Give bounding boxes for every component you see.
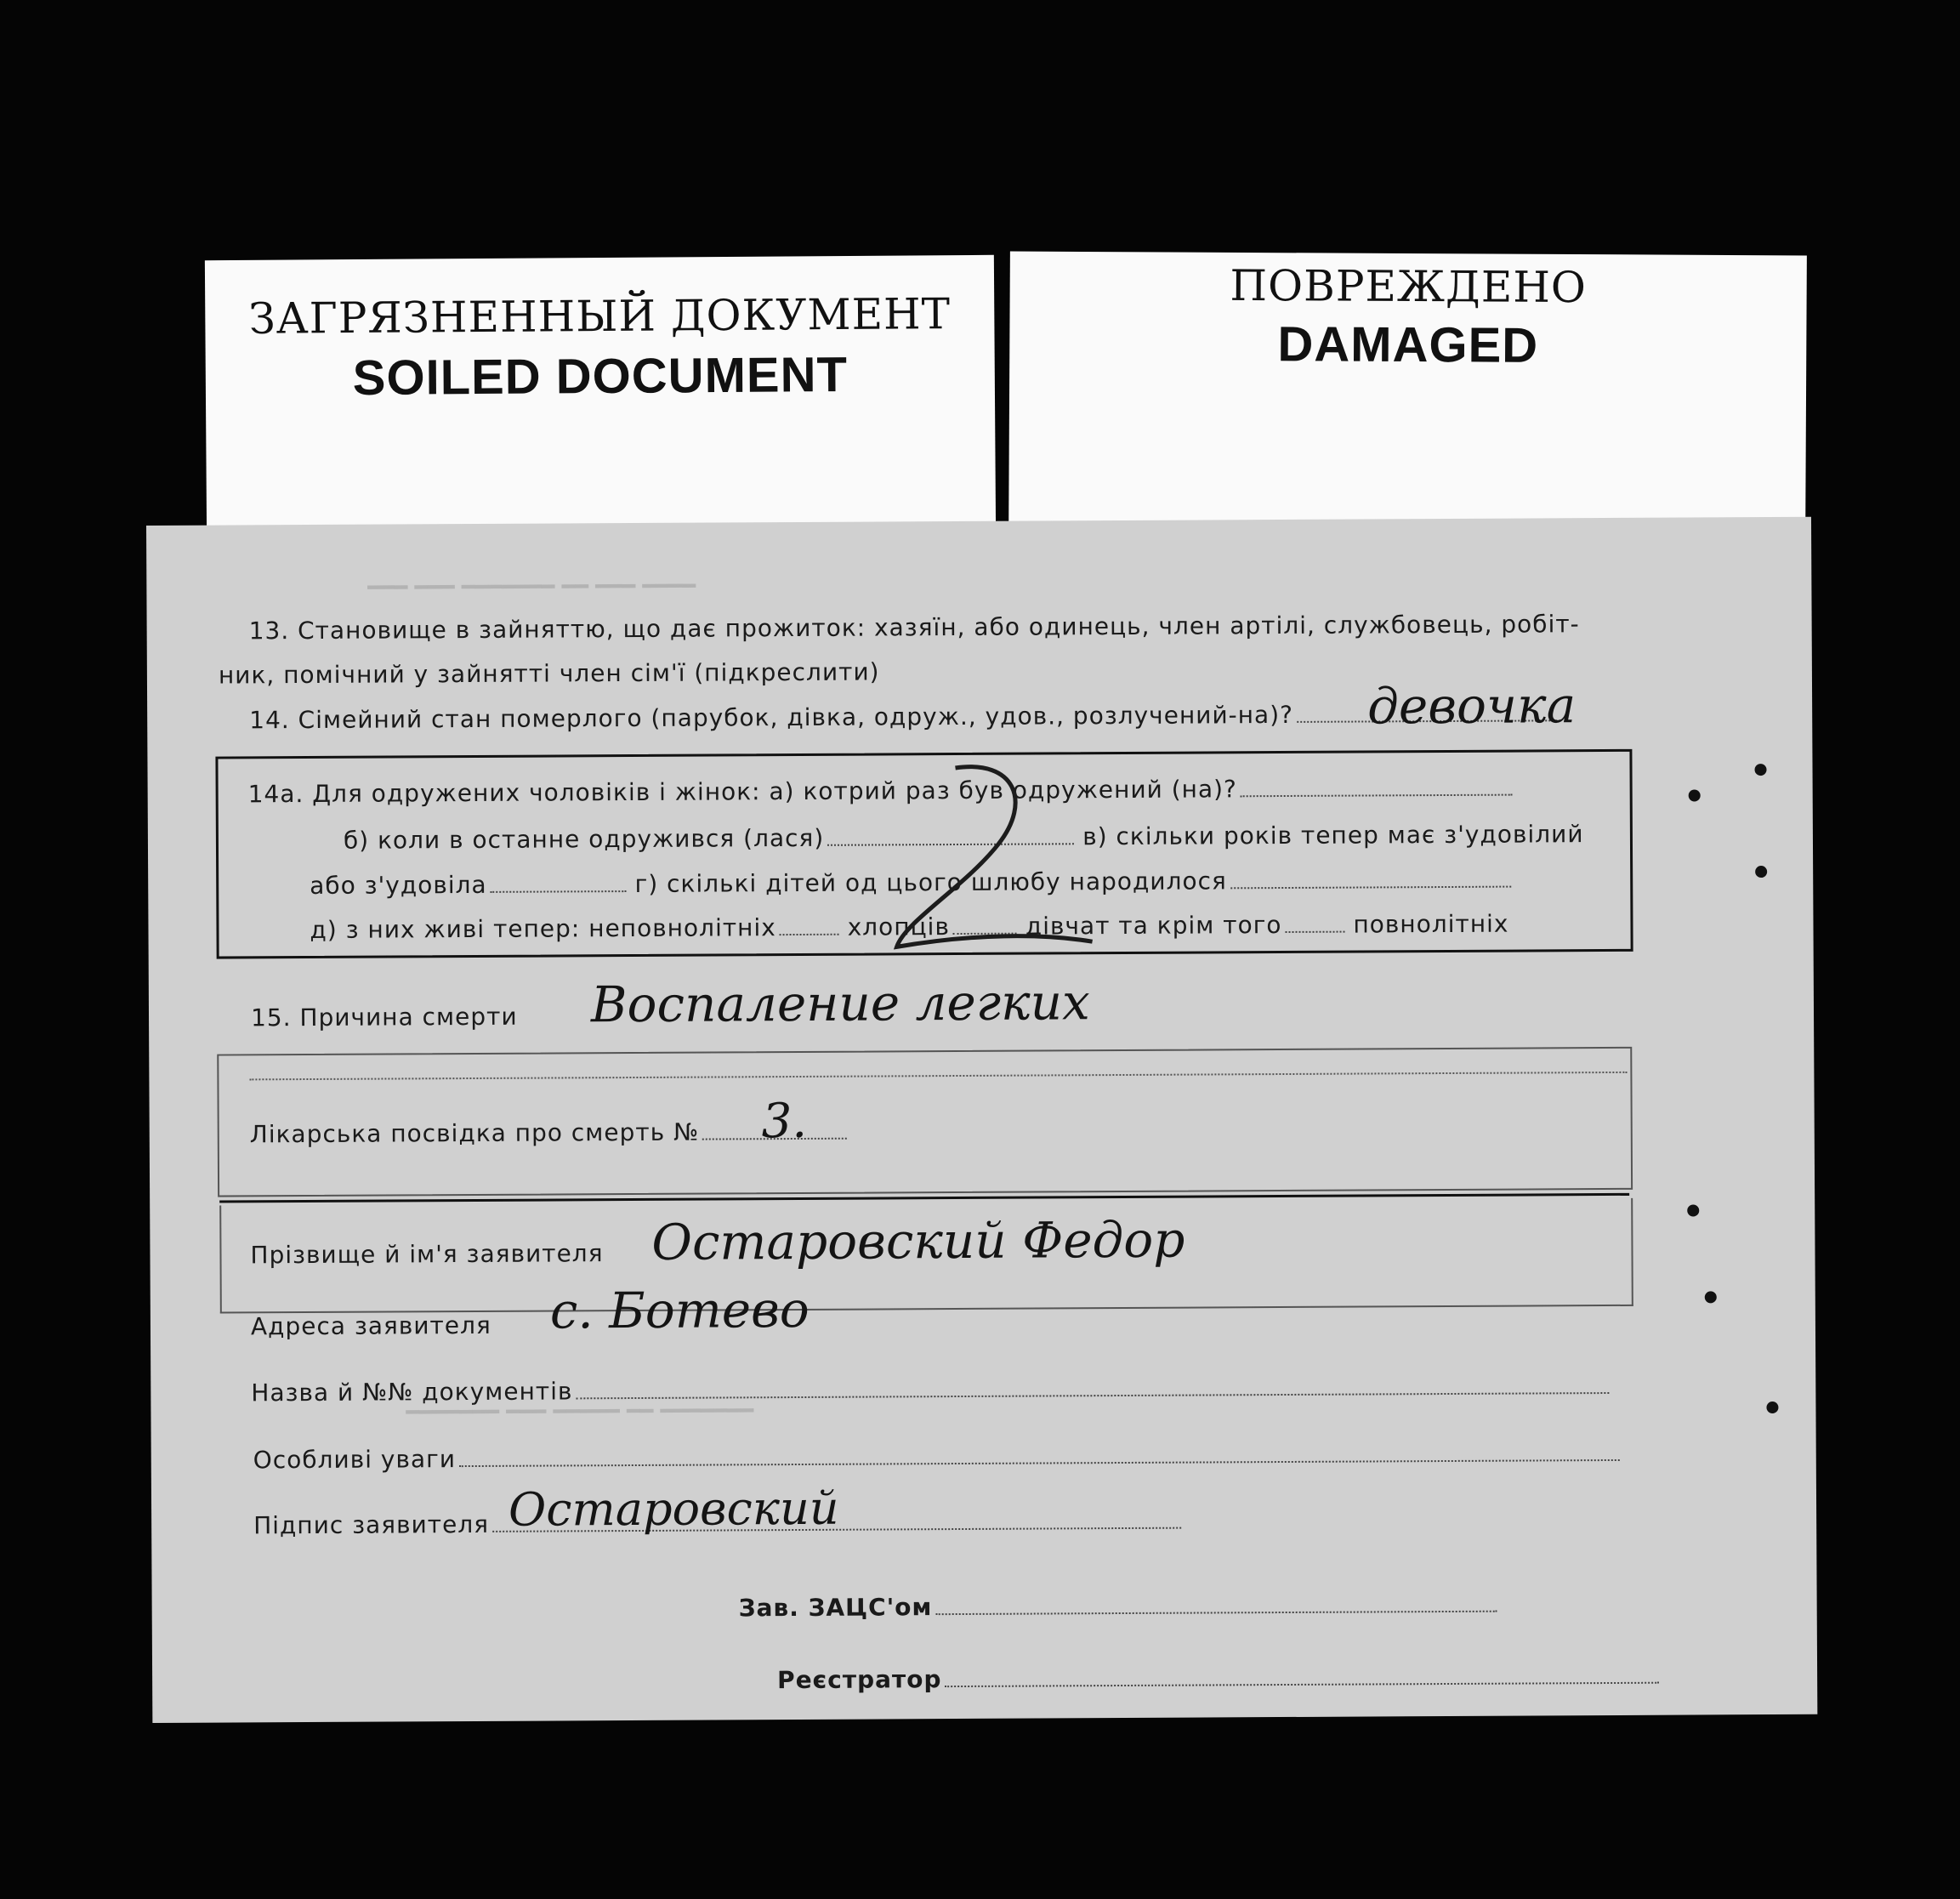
binding-hole (1705, 1291, 1717, 1303)
q14a-line1-text: 14а. Для одружених чоловіків і жінок: а) котрий раз був одружений (на)? (247, 775, 1237, 809)
applicant-name-label: Прізвище й ім'я заявителя (250, 1239, 604, 1270)
q14a-line3-left: або з'удовіла (310, 870, 487, 900)
head-office-text: Зав. ЗАЦС'ом (738, 1593, 933, 1623)
registrar-label (777, 1662, 1660, 1694)
binding-hole (1689, 789, 1701, 801)
soiled-tag-russian: ЗАГРЯЗНЕННЫЙ ДОКУМЕНТ (248, 289, 952, 344)
q14a-line4-b: хлопців (847, 913, 951, 941)
documents-text: Назва й №№ документів (251, 1377, 573, 1407)
q14a-line4-a: д) з них живі тепер: неповнолітніх (310, 913, 776, 944)
q15-cause-of-death-label: 15. Причина смерти (250, 1002, 518, 1032)
q14-marital-status-text: 14. Сімейний стан померлого (парубок, дівка, одруж., удов., розлучений-на)? (249, 700, 1294, 735)
q14-marital-status-answer: девочка (1366, 676, 1577, 736)
q13-occupation-line2: ник, помічний у зайнятті член сім'ї (підкреслити) (218, 657, 880, 690)
q14a-line4-d: повнолітніх (1353, 909, 1509, 939)
damaged-tag-russian: ПОВРЕЖДЕНО (1230, 260, 1588, 313)
q13-occupation-line1: 13. Становище в зайняттю, що дає прожиток: хазяїн, або одинець, член артілі, службовець, робіт- (248, 610, 1580, 645)
q14a-line2-right: в) скільки років тепер має з'удовілий (1082, 820, 1584, 851)
head-office-label (739, 1590, 1497, 1623)
q14-marital-status-label (249, 699, 1560, 734)
remarks-label (253, 1439, 1620, 1474)
applicant-name-answer: Остаровский Федор (651, 1210, 1185, 1271)
applicant-address-answer: с. Ботево (549, 1280, 810, 1340)
soiled-document-tag (205, 255, 996, 541)
applicant-signature: Остаровский (508, 1481, 839, 1537)
q14a-crossout-mark (870, 750, 1126, 973)
q14a-line3-right: г) скількі дітей од цього шлюбу народилося (634, 867, 1227, 898)
signature-text: Підпис заявителя (253, 1510, 490, 1540)
damaged-tag-english: DAMAGED (1277, 316, 1539, 373)
registrar-text: Реєстратор (777, 1665, 942, 1695)
documents-label (251, 1372, 1609, 1407)
medical-cert-text: Лікарська посвідка про смерть № (249, 1117, 700, 1149)
q15-cause-of-death-answer: Воспаление легких (590, 973, 1090, 1034)
binding-hole (1766, 1402, 1778, 1413)
binding-hole (1687, 1204, 1699, 1216)
q14a-line4-c: дівчат та крім того (1025, 911, 1282, 941)
binding-hole (1754, 764, 1766, 776)
remarks-text: Особливі уваги (253, 1445, 457, 1475)
q14a-line2-left: б) коли в останне одружився (лася) (343, 823, 825, 855)
soiled-tag-english: SOILED DOCUMENT (352, 346, 849, 407)
death-record-form: ━━━ ━━━ ━━━━━━━ ━━ ━━━ ━━━━ ━━━━━━━ ━━━ ━━━━━ ━━ ━━━━━━━ 13. Становище в зайняттю, що дає прожиток: хазяїн, або одинець, член артілі, службовець, робіт- ник, помічний у зайнятті член сім'ї (підкреслити) 14. Сімейний стан померлого (парубок, дівка, одруж., удов., розлучений-на)? девочка 14а. Для одружених чоловіків і жінок: а) котрий раз був одружений (на)? б) коли в останне одружився (лася) в) скільки років тепер має з'удовілий або з'удовіла г) скількі дітей од цього шлюбу народилося д) з них живі тепер: неповнолітніх хлопців дівчат та крім того повнолітніх 15. Причина смерти Воспаление легких Лікарська посвідка про смерть № 3. Прізвище й ім'я заявителя Остаровский Федор Адреса заявителя с. Ботево Назва й №№ документів Особливі уваги Підпис заявителя Остаровский Зав. ЗАЦС'ом Реєстратор (146, 517, 1817, 1723)
applicant-address-label: Адреса заявителя (250, 1311, 491, 1341)
damaged-document-tag (1008, 252, 1807, 545)
medical-cert-label (250, 1117, 848, 1149)
medical-cert-number: 3. (761, 1093, 808, 1150)
binding-hole (1755, 866, 1767, 878)
